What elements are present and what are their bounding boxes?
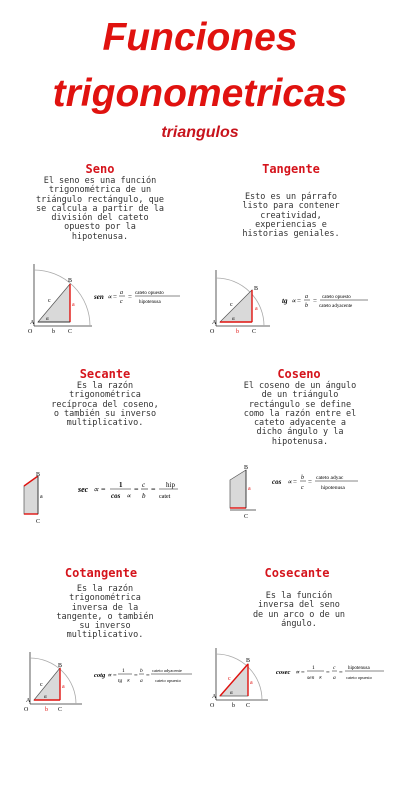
label-O: O [24, 707, 29, 712]
eq-sign: = [293, 478, 297, 486]
num-one: 1 [122, 668, 125, 674]
secante-description: Es la razón trigonométrica recíproca del coseno, o también su inverso multiplicativo. [51, 381, 159, 429]
label-A: A [212, 694, 217, 700]
secante-title: Secante [79, 367, 131, 381]
label-alpha: α [44, 695, 47, 700]
coseno-triangle-diagram [226, 462, 256, 520]
num-one: 1 [119, 481, 123, 489]
coseno-description: El coseno de un ángulo de un triángulo rectángulo se define como la razón entre el cateto adyacente a dicho ángulo y la hipotenusa. [243, 381, 357, 447]
label-O: O [210, 329, 215, 334]
tangente-formula [282, 290, 382, 312]
eq-sign: = [101, 485, 106, 494]
den-cateto-adyacente: cateto adyacente [319, 304, 353, 309]
num-b: b [140, 668, 143, 674]
den-tg: tg [118, 678, 123, 684]
label-B: B [246, 658, 251, 664]
eq-sign: = [128, 293, 132, 301]
cotangente-description: Es la razón trigonométrica inversa de la tangente, o también su inverso multiplicativo. [56, 584, 154, 641]
eq-sign: = [113, 672, 117, 679]
label-a: a [40, 494, 43, 500]
label-C: C [244, 514, 249, 520]
tangente-description: Esto es un párrafo listo para contener creatividad, experiencias e historias geniales. [242, 192, 340, 240]
den-a: a [140, 678, 143, 684]
label-B: B [254, 286, 259, 292]
cosecante-title: Cosecante [264, 566, 330, 580]
eq-sign: = [301, 669, 305, 676]
tangente-title: Tangente [262, 162, 320, 176]
coseno-formula [272, 470, 358, 496]
eq-sign: = [339, 669, 343, 676]
label-b: b [52, 329, 55, 334]
cosecante-triangle-diagram [208, 646, 270, 708]
num-one: 1 [312, 665, 315, 671]
alpha-sym: ∝ [295, 669, 300, 676]
eq-sign: = [313, 297, 317, 305]
alpha-sym: ∝ [287, 478, 293, 486]
num-cateto-opuesto: cateto opuesto [322, 295, 351, 300]
den-cos: cos [111, 492, 121, 500]
cotangente-title: Cotangente [64, 566, 138, 580]
den-catet: catet [159, 494, 171, 500]
num-hip: hip [166, 481, 175, 489]
label-c: c [40, 682, 43, 688]
fn-cosec: cosec [276, 669, 291, 676]
label-B: B [244, 465, 249, 471]
cotangente-triangle-diagram [22, 650, 84, 712]
alpha-sym: ∝ [126, 678, 130, 684]
label-O: O [28, 329, 33, 334]
num-cateto-adyacente: cateto adyacente [152, 668, 182, 673]
num-c: c [142, 481, 146, 489]
fn-sec: sec [78, 485, 89, 494]
label-c: c [48, 298, 51, 304]
label-a: a [248, 486, 251, 492]
label-a: a [72, 302, 75, 308]
label-O: O [210, 703, 215, 708]
num-a: a [305, 294, 308, 300]
seno-title: Seno [85, 162, 115, 176]
tangente-triangle-diagram [208, 268, 272, 334]
page-subtitle: triangulos [161, 124, 239, 141]
den-hipotenusa: hipotenusa [139, 300, 161, 305]
cotangente-formula [94, 664, 194, 688]
fn-cos: cos [272, 478, 282, 486]
fn-cotg: cotg [94, 672, 106, 679]
eq-sign: = [308, 478, 312, 486]
num-c: c [333, 665, 336, 671]
alpha-sym: ∝ [93, 485, 99, 494]
seno-description: El seno es una función trigonométrica de un triángulo rectángulo, que se calcula a partir de la división del cateto opuesto por la hipotenusa. [36, 176, 164, 242]
den-b: b [305, 303, 308, 309]
alpha-sym: ∝ [107, 293, 113, 301]
label-alpha: α [230, 691, 233, 696]
num-cateto-adyac: cateto adyac [316, 475, 344, 481]
den-cateto-opuesto: cateto opuesto [346, 675, 372, 680]
label-C: C [36, 519, 41, 525]
page-title-line1: Funciones [102, 16, 298, 59]
label-B: B [36, 472, 41, 478]
label-A: A [30, 320, 35, 326]
label-A: A [212, 320, 217, 326]
seno-formula [94, 286, 194, 308]
den-a: a [333, 675, 336, 681]
den-b: b [142, 492, 146, 500]
label-alpha: α [46, 317, 49, 322]
label-C: C [68, 329, 73, 334]
eq-sign: = [326, 669, 330, 676]
num-cateto-opuesto: cateto opuesto [135, 291, 164, 296]
eq-sign: = [146, 672, 150, 679]
label-B: B [68, 278, 73, 284]
num-a: a [120, 290, 123, 296]
den-cateto-opuesto: cateto opuesto [155, 678, 181, 683]
label-a: a [250, 680, 253, 686]
coseno-title: Coseno [277, 367, 321, 381]
fn-sen: sen [94, 293, 104, 301]
label-a: a [62, 684, 65, 690]
eq-sign: = [113, 293, 117, 301]
alpha-sym: ∝ [126, 492, 132, 500]
label-c: c [228, 676, 231, 682]
eq-sign: = [297, 297, 301, 305]
cosecante-description: Es la función inversa del seno de un arco o de un ángulo. [252, 591, 346, 629]
label-b: b [236, 329, 239, 334]
label-alpha: α [232, 317, 235, 322]
alpha-sym: ∝ [318, 675, 322, 681]
label-C: C [252, 329, 257, 334]
secante-triangle-diagram [20, 470, 50, 526]
eq-sign: = [134, 485, 139, 494]
label-b: b [45, 707, 48, 712]
label-a: a [255, 306, 258, 312]
seno-triangle-diagram [24, 262, 94, 334]
page-title-line2: trigonometricas [52, 72, 348, 115]
fn-tg: tg [282, 297, 288, 305]
label-A: A [26, 698, 31, 704]
cosecante-formula [276, 660, 386, 684]
eq-sign: = [134, 672, 138, 679]
den-c: c [120, 299, 123, 305]
alpha-sym: ∝ [291, 297, 297, 305]
label-B: B [58, 663, 63, 669]
den-hipotenusa: hipotenusa [321, 485, 345, 491]
alpha-sym: ∝ [107, 672, 112, 679]
den-c: c [301, 485, 304, 491]
label-c: c [230, 302, 233, 308]
secante-formula [78, 478, 178, 504]
label-b: b [232, 703, 235, 708]
num-b: b [301, 475, 304, 481]
label-C: C [58, 707, 63, 712]
num-hipotenusa: hipotenusa [348, 666, 370, 671]
eq-sign: = [151, 485, 156, 494]
den-sen: sen [307, 675, 315, 681]
label-C: C [246, 703, 251, 708]
